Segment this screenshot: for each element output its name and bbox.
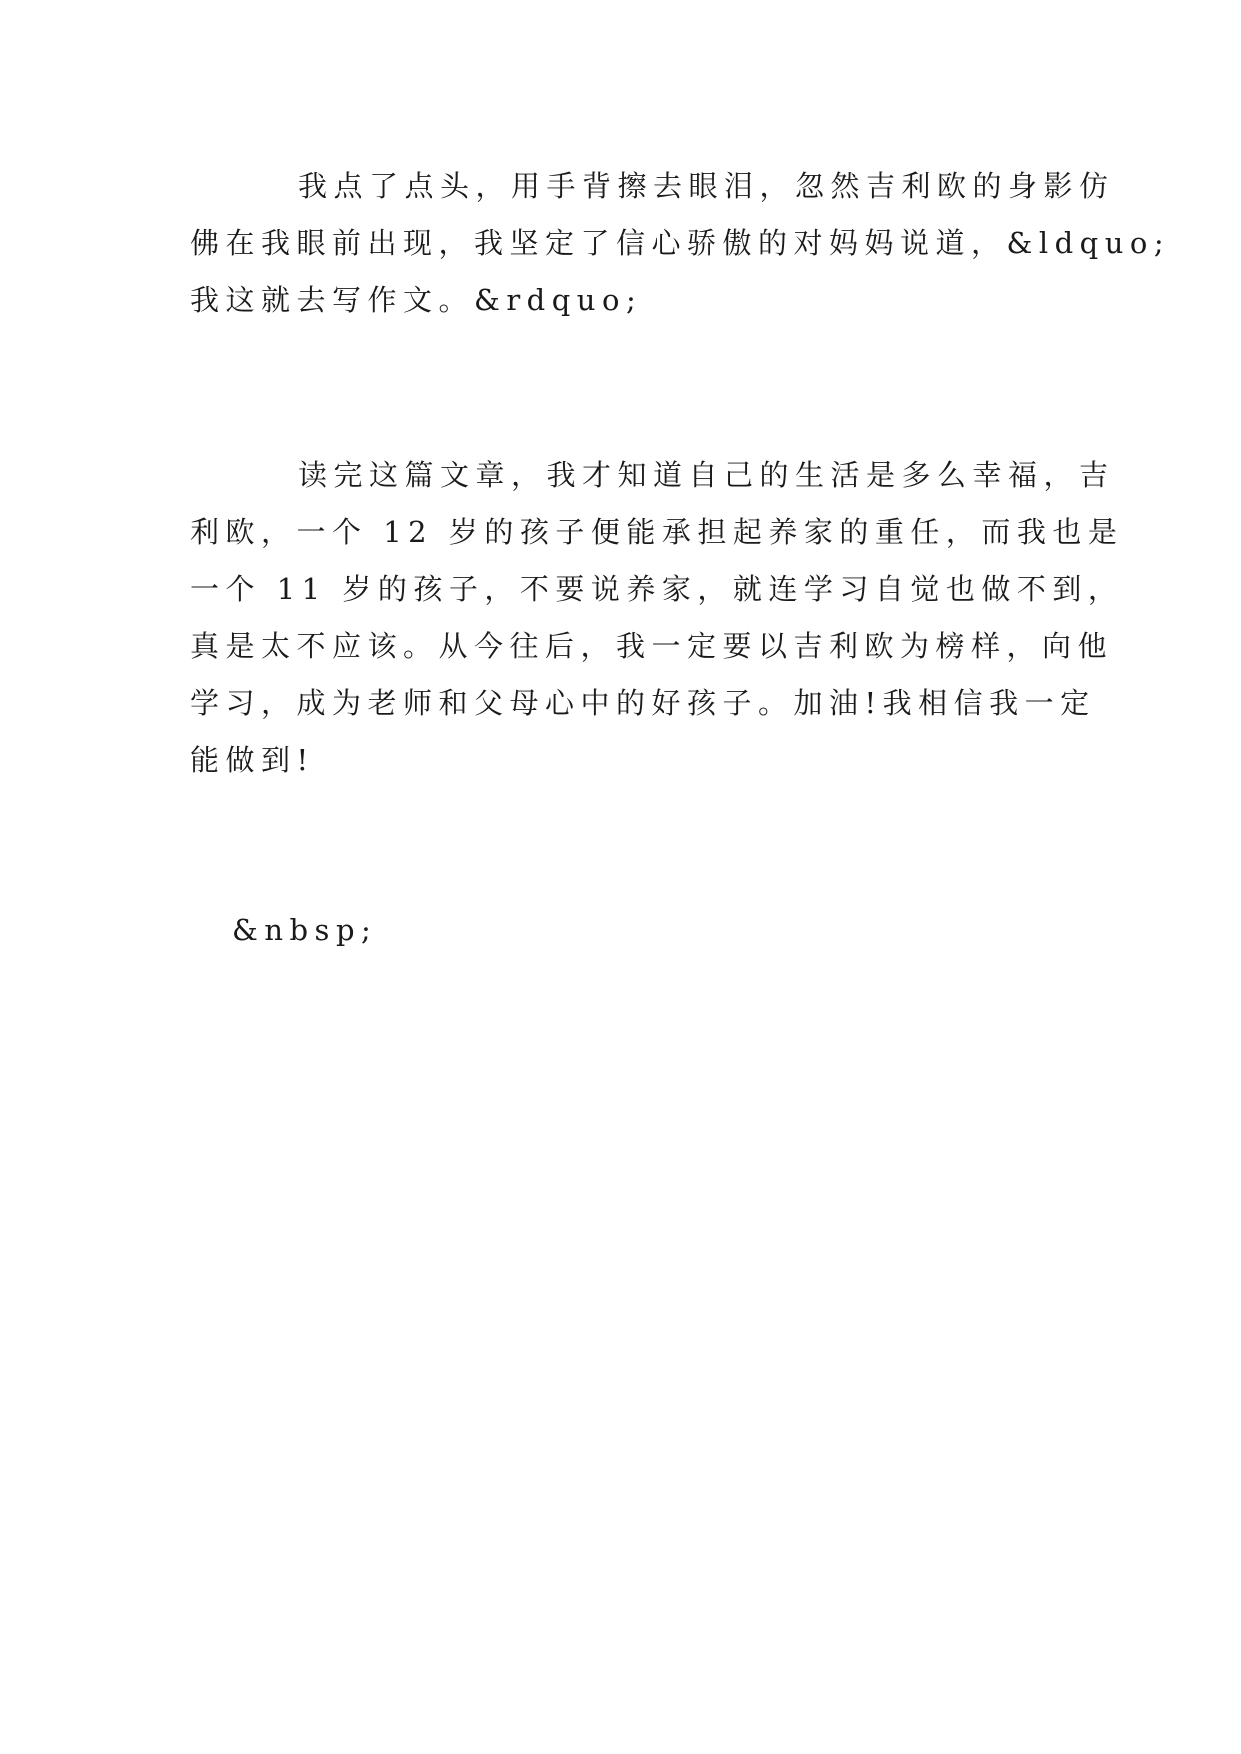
paragraph-2-line-3: 一个 11 岁的孩子，不要说养家，就连学习自觉也做不到， (190, 572, 1124, 606)
paragraph-2-line-1: 读完这篇文章，我才知道自己的生活是多么幸福，吉 (298, 458, 1115, 492)
trailing-nbsp-text: &nbsp; (232, 913, 378, 947)
paragraph-2-line-5: 学习，成为老师和父母心中的好孩子。加油!我相信我一定 (190, 686, 1096, 720)
paragraph-1-line-1: 我点了点头，用手背擦去眼泪，忽然吉利欧的身影仿 (298, 169, 1115, 203)
paragraph-1-line-3: 我这就去写作文。&rdquo; (190, 283, 643, 317)
paragraph-1-line-2: 佛在我眼前出现，我坚定了信心骄傲的对妈妈说道，&ldquo; (190, 226, 1171, 260)
paragraph-2-line-6: 能做到! (190, 743, 315, 777)
paragraph-2-line-2: 利欧，一个 12 岁的孩子便能承担起养家的重任，而我也是 (190, 515, 1124, 549)
paragraph-2-line-4: 真是太不应该。从今往后，我一定要以吉利欧为榜样，向他 (190, 629, 1114, 663)
